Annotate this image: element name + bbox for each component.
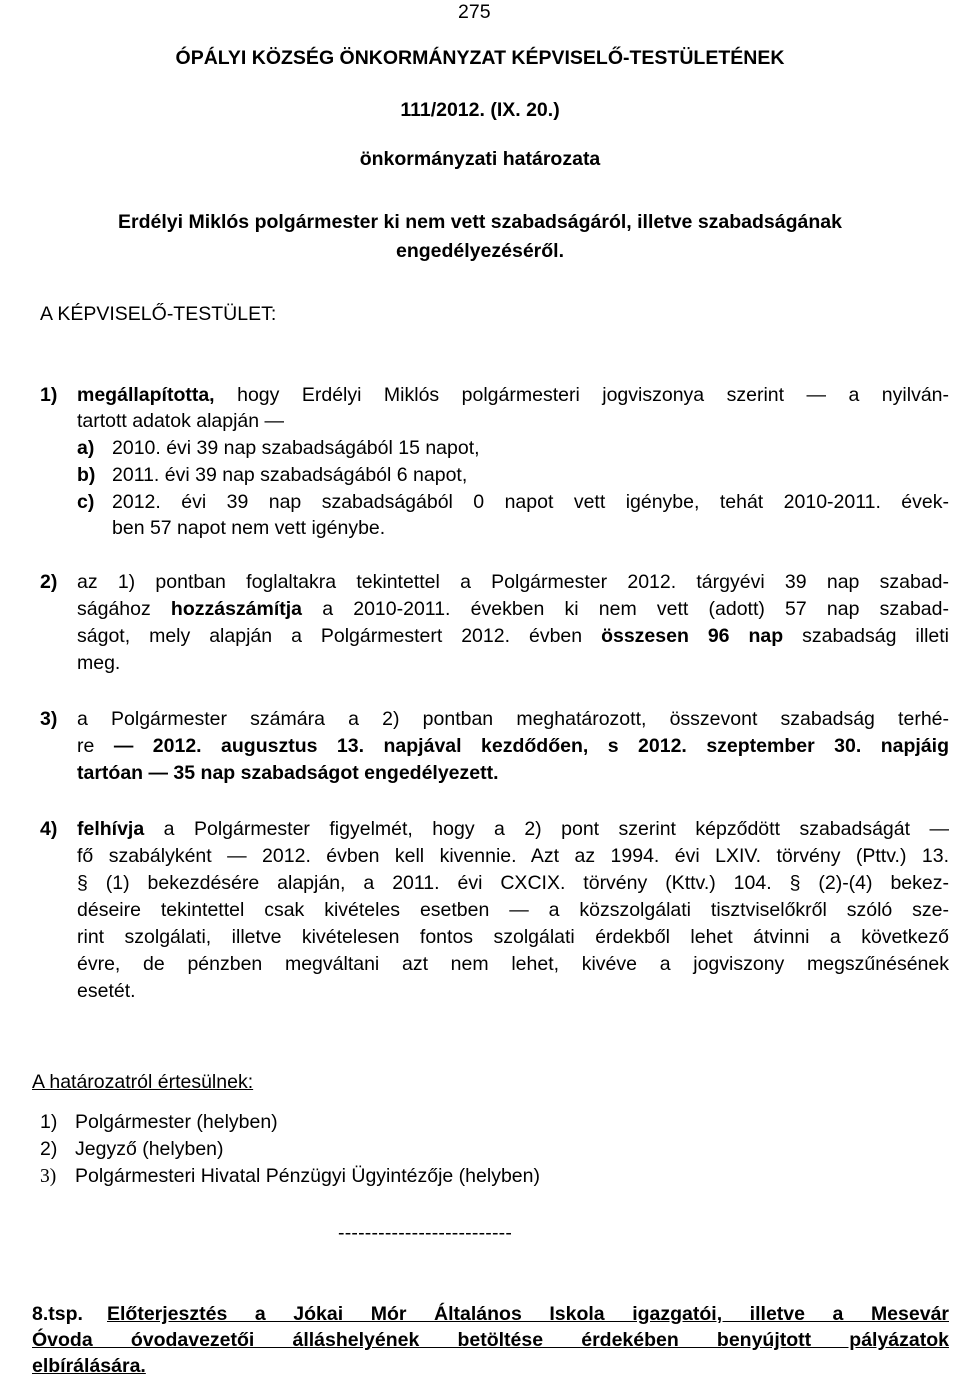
point4-line1 xyxy=(77,815,949,844)
notify-item-num: 1) xyxy=(40,1111,58,1133)
point4-line2: fő szabályként — 2012. évben kell kivennie. Azt az 1994. évi LXIV. törvény (Pttv.) 13. xyxy=(77,845,949,867)
notify-item-text: Polgármester (helyben) xyxy=(75,1111,278,1133)
page-number: 275 xyxy=(458,1,491,23)
point4-lead: felhívja xyxy=(77,818,145,840)
point2-line2-c: a 2010-2011. években ki nem vett (adott) 57 nap szabad- xyxy=(302,598,949,620)
point2-line3-c: szabadság illeti xyxy=(783,625,950,647)
point4-line1-rest: a Polgármester figyelmét, hogy a 2) pont szerint képződött szabadságát — xyxy=(144,818,949,840)
point1-sub-c-text: 2012. évi 39 nap szabadságából 0 napot vett igénybe, tehát 2010-2011. évek- xyxy=(112,491,949,513)
point3-line2 xyxy=(77,732,949,761)
notify-heading: A határozatról értesülnek: xyxy=(32,1071,254,1093)
point4-number: 4) xyxy=(40,818,58,840)
subject-line-1: Erdélyi Miklós polgármester ki nem vett szabadságáról, illetve szabadságának xyxy=(118,211,842,233)
point1-number: 1) xyxy=(40,384,58,406)
subject-line-2: engedélyezéséről. xyxy=(396,240,564,262)
resolution-subtitle: önkormányzati határozata xyxy=(359,148,601,170)
notify-item-num: 3) xyxy=(40,1166,57,1187)
point4-line3: § (1) bekezdésére alapján, a 2011. évi CXCIX. törvény (Kttv.) 104. § (2)-(4) bekez- xyxy=(77,872,949,894)
point2-line1: az 1) pontban foglaltakra tekintettel a Polgármester 2012. tárgyévi 39 nap szabad- xyxy=(77,571,949,593)
point1-line1-rest: hogy Erdélyi Miklós polgármesteri jogviszonya szerint — a nyilván- xyxy=(237,384,950,406)
point1-line1 xyxy=(77,381,949,410)
notify-item-text: Jegyző (helyben) xyxy=(75,1138,224,1160)
point4-line6: évre, de pénzben megváltani azt nem lehet, kivéve a jogviszony megszűnésének xyxy=(77,953,949,975)
point3-dates: — 2012. augusztus 13. napjával kezdődően, s 2012. szeptember 30. napjáig xyxy=(113,735,949,757)
point1-line2: tartott adatok alapján — xyxy=(77,410,285,432)
point4-line7: esetét. xyxy=(77,980,136,1002)
point2-line2-a: ságához xyxy=(77,598,171,620)
point1-sub-a-text: 2010. évi 39 nap szabadságából 15 napot, xyxy=(112,437,480,459)
point3-number: 3) xyxy=(40,708,58,730)
agenda-line1: Előterjesztés a Jókai Mór Általános Iskola igazgatói, illetve a Mesevár xyxy=(107,1303,949,1325)
agenda-line2: Óvoda óvodavezetői álláshelyének betöltése érdekében benyújtott pályázatok xyxy=(32,1329,949,1351)
point2-total-days: összesen 96 nap xyxy=(601,625,784,647)
header-title: ÓPÁLYI KÖZSÉG ÖNKORMÁNYZAT KÉPVISELŐ-TESTÜLETÉNEK xyxy=(175,47,785,69)
point4-line4: déseire tekintettel csak kivételes esetben — a közszolgálati tisztviselőkről szóló sze- xyxy=(77,899,949,921)
point3-line3: tartóan — 35 nap szabadságot engedélyezett. xyxy=(77,762,499,784)
point3-line2-a: re xyxy=(77,735,114,757)
point2-line2 xyxy=(77,595,949,624)
separator: -------------------------- xyxy=(338,1222,513,1244)
point1-lead: megállapította, xyxy=(77,384,215,406)
notify-item-num: 2) xyxy=(40,1138,58,1160)
resolution-number: 111/2012. (IX. 20.) xyxy=(400,99,560,121)
point2-line4: meg. xyxy=(77,652,121,674)
body-intro: A KÉPVISELŐ-TESTÜLET: xyxy=(40,303,277,325)
point1-sub-c-label: c) xyxy=(77,491,95,513)
point4-line5: rint szolgálati, illetve kivételesen fontos szolgálati érdekből lehet átvinni a következő xyxy=(77,926,949,948)
point2-number: 2) xyxy=(40,571,58,593)
point2-added-emphasis: hozzászámítja xyxy=(170,598,303,620)
point3-line1: a Polgármester számára a 2) pontban meghatározott, összevont szabadság terhé- xyxy=(77,708,949,730)
point2-line3-a: ságot, mely alapján a Polgármestert 2012. évben xyxy=(77,625,602,647)
point1-sub-b-text: 2011. évi 39 nap szabadságából 6 napot, xyxy=(112,464,468,486)
point1-sub-b-label: b) xyxy=(77,464,96,486)
point1-sub-c-continued: ben 57 napot nem vett igénybe. xyxy=(112,517,386,539)
agenda-line3: elbírálására. xyxy=(32,1355,146,1377)
point2-line3 xyxy=(77,622,949,651)
agenda-label: 8.tsp. xyxy=(32,1303,83,1325)
notify-item-text: Polgármesteri Hivatal Pénzügyi Ügyintézője (helyben) xyxy=(75,1165,540,1187)
point1-sub-a-label: a) xyxy=(77,437,95,459)
